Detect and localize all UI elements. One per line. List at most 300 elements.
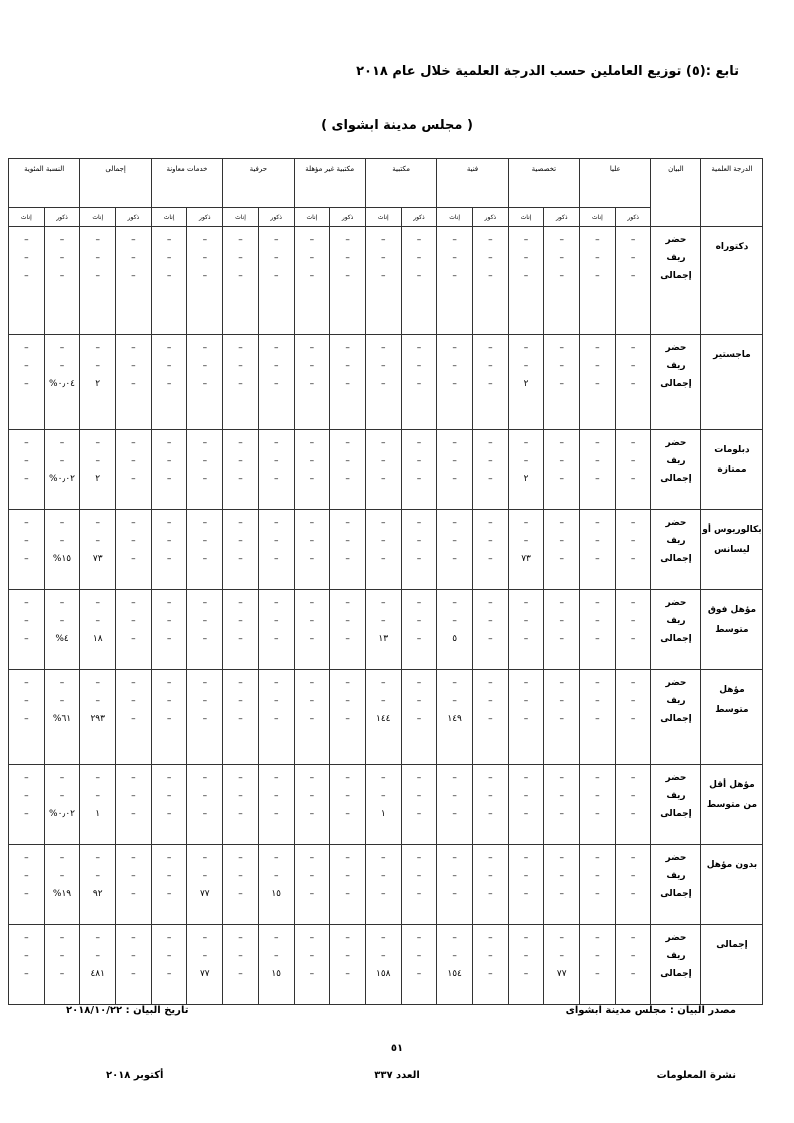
- value: –: [273, 871, 279, 881]
- value-cell: [223, 845, 259, 925]
- value: –: [59, 791, 65, 801]
- value: –: [309, 598, 315, 608]
- degree-cell: مؤهل فوق متوسط: [701, 590, 763, 670]
- value: ٦١%: [52, 714, 72, 724]
- value: –: [416, 598, 422, 608]
- value: –: [273, 809, 279, 819]
- value-cell: [615, 335, 651, 430]
- group-header: النسبة المئوية: [9, 159, 80, 208]
- group-header: فنية: [437, 159, 508, 208]
- value: –: [309, 235, 315, 245]
- value: –: [345, 343, 350, 353]
- value: –: [273, 696, 279, 706]
- value-cell: [151, 335, 187, 430]
- value-cell: [437, 335, 473, 430]
- row-label: حضر: [665, 773, 687, 783]
- value: –: [238, 773, 243, 783]
- value: –: [273, 253, 279, 263]
- value: –: [630, 474, 636, 484]
- value: –: [488, 773, 493, 783]
- row-label: إجمالى: [660, 889, 692, 899]
- value-cell: [187, 590, 223, 670]
- row-label: إجمالى: [660, 271, 692, 281]
- value: –: [131, 554, 136, 564]
- value-cell: [223, 430, 259, 510]
- value: –: [24, 379, 29, 389]
- value-cell: [473, 765, 509, 845]
- value: –: [559, 536, 564, 546]
- value: –: [166, 235, 172, 245]
- value-cell: [116, 590, 152, 670]
- value: –: [381, 361, 386, 371]
- value: –: [131, 714, 136, 724]
- value-cell: [437, 430, 473, 510]
- value: –: [452, 474, 457, 484]
- value-cell: [223, 925, 259, 1005]
- value: –: [559, 235, 564, 245]
- value: –: [273, 951, 279, 961]
- value: –: [273, 379, 279, 389]
- value-cell: [9, 670, 45, 765]
- degree-cell: ماجستير: [701, 335, 763, 430]
- value-cell: [330, 510, 366, 590]
- table-row: [9, 227, 763, 335]
- value: –: [595, 809, 600, 819]
- value: –: [273, 235, 279, 245]
- row-label: إجمالى: [660, 474, 692, 484]
- value: –: [416, 536, 422, 546]
- females-header: إناث: [580, 208, 616, 227]
- males-header: ذكور: [473, 208, 509, 227]
- males-header: ذكور: [44, 208, 80, 227]
- value-cell: [258, 335, 294, 430]
- value-cell: [401, 670, 437, 765]
- value: –: [488, 598, 493, 608]
- value: –: [523, 235, 529, 245]
- value-cell: [544, 430, 580, 510]
- value: –: [452, 889, 457, 899]
- value: –: [273, 343, 279, 353]
- value: –: [381, 791, 386, 801]
- value: –: [630, 634, 636, 644]
- row-label: ريف: [666, 696, 686, 706]
- value: –: [381, 696, 386, 706]
- value: –: [202, 696, 208, 706]
- value-cell: [151, 925, 187, 1005]
- value-cell: [330, 765, 366, 845]
- value-cell: [544, 845, 580, 925]
- value: –: [273, 634, 279, 644]
- value: –: [166, 933, 172, 943]
- value: –: [202, 474, 208, 484]
- table-row: [9, 510, 763, 590]
- value-cell: [437, 227, 473, 335]
- males-header: ذكور: [330, 208, 366, 227]
- value: –: [202, 598, 208, 608]
- value: –: [273, 598, 279, 608]
- value: ٤%: [55, 634, 69, 644]
- value: –: [273, 773, 279, 783]
- value: –: [452, 871, 457, 881]
- value: –: [309, 271, 315, 281]
- degree-cell: مؤهل أقل من متوسط: [701, 765, 763, 845]
- value: –: [416, 554, 422, 564]
- value-cell: [258, 845, 294, 925]
- value: –: [131, 791, 136, 801]
- value: –: [452, 933, 457, 943]
- value: –: [131, 474, 136, 484]
- value: –: [416, 343, 422, 353]
- value: –: [95, 253, 100, 263]
- value: ٠٫٠٢%: [49, 474, 76, 484]
- value: –: [202, 951, 208, 961]
- value: –: [24, 951, 29, 961]
- value: –: [95, 456, 100, 466]
- value-cell: [580, 590, 616, 670]
- value: –: [131, 343, 136, 353]
- value: –: [559, 271, 564, 281]
- value: –: [345, 379, 350, 389]
- value: –: [595, 933, 600, 943]
- value: –: [488, 474, 493, 484]
- value: –: [595, 235, 600, 245]
- value: –: [595, 969, 600, 979]
- value: –: [381, 235, 386, 245]
- value: –: [452, 598, 457, 608]
- group-header: تخصصية: [508, 159, 579, 208]
- value: –: [488, 696, 493, 706]
- females-header: إناث: [437, 208, 473, 227]
- value: –: [630, 554, 636, 564]
- table-group-header-row: [9, 159, 763, 208]
- value: –: [630, 379, 636, 389]
- value: –: [238, 791, 243, 801]
- value: –: [131, 616, 136, 626]
- value: –: [452, 696, 457, 706]
- value: –: [273, 456, 279, 466]
- value: –: [630, 696, 636, 706]
- value: –: [202, 714, 208, 724]
- value: –: [345, 809, 350, 819]
- value: –: [488, 951, 493, 961]
- value: –: [381, 598, 386, 608]
- value: –: [523, 791, 529, 801]
- value: –: [309, 379, 315, 389]
- value: –: [131, 518, 136, 528]
- value-cell: [294, 430, 330, 510]
- value: –: [488, 253, 493, 263]
- value: –: [131, 773, 136, 783]
- value: –: [452, 951, 457, 961]
- value: –: [202, 536, 208, 546]
- value: –: [630, 343, 636, 353]
- value: –: [488, 714, 493, 724]
- value: –: [59, 536, 65, 546]
- value: –: [345, 634, 350, 644]
- value: –: [345, 253, 350, 263]
- value-cell: [401, 430, 437, 510]
- value: –: [59, 616, 65, 626]
- value: –: [309, 343, 315, 353]
- value: –: [24, 271, 29, 281]
- value: –: [95, 536, 100, 546]
- value: ١٥: [271, 969, 282, 979]
- value-cell: [401, 590, 437, 670]
- degree-cell: مؤهل متوسط: [701, 670, 763, 765]
- value: –: [595, 714, 600, 724]
- value-cell: [580, 227, 616, 335]
- value: –: [238, 933, 243, 943]
- value: –: [166, 853, 172, 863]
- value: –: [24, 253, 29, 263]
- value: –: [559, 253, 564, 263]
- value: –: [95, 853, 100, 863]
- value: –: [273, 361, 279, 371]
- value-cell: [580, 335, 616, 430]
- value-cell: [615, 227, 651, 335]
- value: –: [488, 969, 493, 979]
- value: –: [59, 271, 65, 281]
- value: –: [630, 361, 636, 371]
- value: –: [238, 536, 243, 546]
- page-title: تابع :(٥) توزيع العاملين حسب الدرجة العلمية خلال عام ٢٠١٨: [356, 64, 739, 79]
- value: –: [166, 871, 172, 881]
- value-cell: [80, 765, 116, 845]
- value: –: [381, 518, 386, 528]
- value: –: [381, 253, 386, 263]
- row-label: حضر: [665, 343, 687, 353]
- value: –: [238, 871, 243, 881]
- value: –: [559, 678, 564, 688]
- value: –: [131, 889, 136, 899]
- value: –: [202, 235, 208, 245]
- value: –: [345, 696, 350, 706]
- value-cell: [258, 765, 294, 845]
- value: –: [59, 678, 65, 688]
- value: –: [595, 791, 600, 801]
- value: –: [416, 809, 422, 819]
- value: –: [24, 853, 29, 863]
- row-label: إجمالى: [660, 809, 692, 819]
- value: –: [416, 791, 422, 801]
- row-label: إجمالى: [660, 554, 692, 564]
- value-cell: [258, 510, 294, 590]
- value-cell: [116, 765, 152, 845]
- value: –: [238, 969, 243, 979]
- value-cell: [365, 590, 401, 670]
- value: –: [59, 253, 65, 263]
- value: ٧٧: [556, 969, 567, 979]
- value: –: [595, 253, 600, 263]
- value: –: [559, 773, 564, 783]
- value: –: [309, 933, 315, 943]
- value: –: [95, 696, 100, 706]
- value: –: [166, 518, 172, 528]
- value: –: [452, 536, 457, 546]
- value: –: [238, 518, 243, 528]
- value-cell: [223, 590, 259, 670]
- value: –: [24, 456, 29, 466]
- value: –: [630, 438, 636, 448]
- value: –: [202, 361, 208, 371]
- value: –: [59, 438, 65, 448]
- value: ١٥٨: [376, 969, 391, 979]
- degree-header: الدرجة العلمية: [701, 159, 763, 227]
- value-cell: [294, 227, 330, 335]
- value: –: [202, 678, 208, 688]
- value: –: [238, 554, 243, 564]
- value: –: [345, 714, 350, 724]
- value: –: [24, 554, 29, 564]
- males-header: ذكور: [187, 208, 223, 227]
- value: –: [166, 554, 172, 564]
- value: –: [595, 598, 600, 608]
- value: –: [95, 773, 100, 783]
- value: –: [488, 554, 493, 564]
- value: –: [559, 554, 564, 564]
- value: ١٨: [92, 634, 103, 644]
- value: ٤٨١: [90, 969, 105, 979]
- value: –: [273, 554, 279, 564]
- group-header: عليا: [580, 159, 651, 208]
- value: –: [416, 889, 422, 899]
- value-cell: [187, 670, 223, 765]
- females-header: إناث: [151, 208, 187, 227]
- value: –: [416, 235, 422, 245]
- value-cell: [615, 430, 651, 510]
- value: –: [416, 773, 422, 783]
- value: ١٥: [271, 889, 282, 899]
- row-labels-cell: [651, 590, 701, 670]
- value: –: [202, 933, 208, 943]
- value: –: [345, 438, 350, 448]
- value: –: [166, 678, 172, 688]
- value: –: [416, 474, 422, 484]
- value: –: [238, 271, 243, 281]
- row-labels-cell: [651, 227, 701, 335]
- value: –: [59, 773, 65, 783]
- value-cell: [365, 845, 401, 925]
- value: –: [95, 871, 100, 881]
- value: –: [24, 518, 29, 528]
- value-cell: [187, 510, 223, 590]
- value: –: [452, 271, 457, 281]
- value: ١: [380, 809, 386, 819]
- value: –: [131, 951, 136, 961]
- value: –: [488, 438, 493, 448]
- value: –: [95, 343, 100, 353]
- row-label: ريف: [666, 951, 686, 961]
- value: –: [559, 616, 564, 626]
- value: –: [595, 773, 600, 783]
- value-cell: [187, 765, 223, 845]
- value: –: [238, 474, 243, 484]
- value-cell: [508, 335, 544, 430]
- value-cell: [544, 335, 580, 430]
- value-cell: [401, 925, 437, 1005]
- value-cell: [294, 590, 330, 670]
- value: –: [166, 951, 172, 961]
- value: ١٥%: [52, 554, 72, 564]
- value: ٧٧: [199, 889, 210, 899]
- footer-publication: نشرة المعلومات: [656, 1070, 736, 1081]
- value: –: [24, 536, 29, 546]
- value-cell: [294, 845, 330, 925]
- value: –: [630, 536, 636, 546]
- value: –: [309, 518, 315, 528]
- value: –: [309, 634, 315, 644]
- value: –: [595, 951, 600, 961]
- value: –: [416, 969, 422, 979]
- value: –: [381, 554, 386, 564]
- value: –: [523, 969, 529, 979]
- value: –: [595, 853, 600, 863]
- value: –: [131, 969, 136, 979]
- value: –: [59, 969, 65, 979]
- value-cell: [580, 670, 616, 765]
- value: –: [238, 634, 243, 644]
- value: –: [202, 791, 208, 801]
- row-label: ريف: [666, 616, 686, 626]
- value: –: [630, 678, 636, 688]
- value: –: [24, 598, 29, 608]
- value-cell: [365, 227, 401, 335]
- value: –: [416, 518, 422, 528]
- value: –: [202, 554, 208, 564]
- value-cell: [330, 845, 366, 925]
- value: –: [630, 235, 636, 245]
- value: –: [559, 696, 564, 706]
- value: –: [452, 773, 457, 783]
- value-cell: [116, 925, 152, 1005]
- value: –: [381, 456, 386, 466]
- value: –: [238, 616, 243, 626]
- value-cell: [615, 925, 651, 1005]
- value: –: [488, 809, 493, 819]
- degree-cell: إجمالى: [701, 925, 763, 1005]
- value-cell: [473, 590, 509, 670]
- table-row: [9, 925, 763, 1005]
- value: –: [523, 518, 529, 528]
- value: –: [59, 518, 65, 528]
- value: –: [309, 809, 315, 819]
- row-labels-cell: [651, 670, 701, 765]
- value: –: [416, 678, 422, 688]
- value-cell: [151, 227, 187, 335]
- value: –: [630, 616, 636, 626]
- value-cell: [580, 925, 616, 1005]
- value: –: [559, 714, 564, 724]
- row-labels-cell: [651, 510, 701, 590]
- data-date: تاريخ البيان : ٢٠١٨/١٠/٢٢: [66, 1005, 189, 1016]
- value-cell: [80, 335, 116, 430]
- value-cell: [365, 765, 401, 845]
- value: –: [630, 969, 636, 979]
- value: –: [559, 634, 564, 644]
- value: –: [488, 361, 493, 371]
- value: –: [488, 271, 493, 281]
- value-cell: [116, 510, 152, 590]
- value: –: [202, 634, 208, 644]
- value: –: [238, 714, 243, 724]
- value-cell: [151, 590, 187, 670]
- value: –: [166, 253, 172, 263]
- value-cell: [365, 510, 401, 590]
- value-cell: [544, 227, 580, 335]
- value-cell: [44, 670, 80, 765]
- value: –: [24, 634, 29, 644]
- value-cell: [330, 430, 366, 510]
